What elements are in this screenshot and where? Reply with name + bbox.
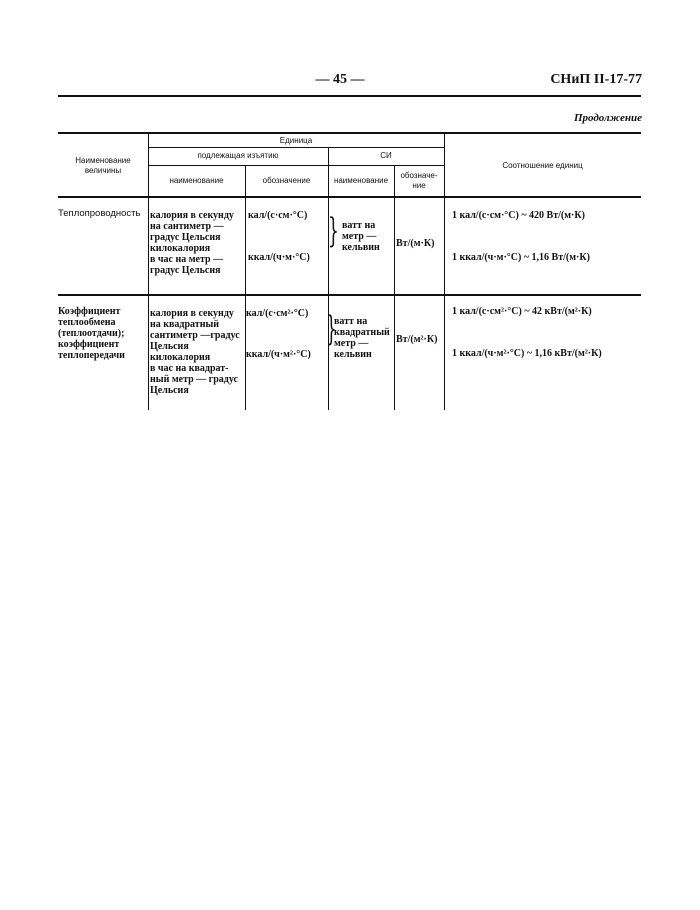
row2-relation-b: 1 ккал/(ч·м²·°С) ~ 1,16 кВт/(м²·К) — [452, 348, 602, 359]
header-si-symbol — [394, 171, 444, 191]
page-number: — 45 — — [315, 72, 365, 87]
header-si-symbol-line: ние — [412, 181, 426, 190]
unit-name-line: килокалория — [150, 352, 211, 363]
unit-name-line: на квадратный — [150, 319, 220, 330]
si-name-line: метр — — [342, 231, 377, 242]
header-rule-unit — [148, 147, 444, 148]
row2-symbol-a: кал/(с·см²·°С) — [246, 308, 309, 319]
si-name-line: ватт на — [334, 316, 368, 327]
unit-name-line: килокалория — [150, 243, 211, 254]
document-code: СНиП II-17-77 — [550, 72, 642, 87]
header-si: СИ — [380, 151, 392, 160]
header-bottom-rule — [58, 196, 641, 198]
unit-name-line: Цельсия — [150, 341, 189, 352]
continuation-label: Продолжение — [573, 112, 642, 124]
header-quantity-name — [58, 156, 148, 176]
row1-relation-a: 1 кал/(с·см·°С) ~ 420 Вт/(м·К) — [452, 210, 585, 221]
unit-name-line: в час на метр — — [150, 254, 224, 265]
col-divider-5 — [444, 133, 445, 410]
header-to-withdraw: подлежащая изъятию — [197, 151, 279, 160]
header-name: наименование — [169, 176, 224, 185]
row2-quantity — [58, 306, 148, 361]
row1-si-name — [342, 220, 394, 253]
row1-symbol-a: кал/(с·см·°С) — [248, 210, 308, 221]
row1-symbol-b: ккал/(ч·м·°С) — [248, 252, 310, 263]
header-quantity-name-line: Наименование — [75, 156, 131, 165]
header-si-name: наименование — [333, 176, 389, 185]
unit-name-line: калория в секунду — [150, 210, 234, 221]
row2-si-symbol: Вт/(м²·К) — [396, 334, 438, 345]
unit-name-line: калория в секунду — [150, 308, 234, 319]
header-si-symbol-line: обозначе- — [400, 171, 438, 180]
header-unit: Единица — [279, 136, 313, 145]
si-name-line: квадратный — [334, 327, 390, 338]
quantity-line: теплообмена — [58, 317, 116, 328]
row1-brace: } — [328, 211, 339, 251]
col-divider-1 — [148, 133, 149, 410]
unit-name-line: на сантиметр — — [150, 221, 224, 232]
row1-quantity — [58, 208, 148, 219]
si-name-line: кельвин — [334, 349, 372, 360]
unit-name-line: Цельсия — [150, 385, 189, 396]
unit-name-line: градус Цельсия — [150, 232, 221, 243]
quantity-line: Теплопроводность — [58, 208, 141, 219]
col-divider-2 — [245, 165, 246, 410]
quantity-line: коэффициент — [58, 339, 120, 350]
row1-si-symbol: Вт/(м·К) — [396, 238, 435, 249]
col-divider-3 — [328, 147, 329, 410]
col-divider-4 — [394, 165, 395, 410]
row1-relation-b: 1 ккал/(ч·м·°С) ~ 1,16 Вт/(м·К) — [452, 252, 590, 263]
quantity-line: Коэффициент — [58, 306, 121, 317]
si-name-line: ватт на — [342, 220, 376, 231]
header-rule-sub — [148, 165, 444, 166]
header-relation: Соотношение единиц — [502, 161, 583, 170]
quantity-line: (теплоотдачи); — [58, 328, 125, 339]
row2-unit-names — [150, 308, 245, 396]
unit-name-line: в час на квадрат- — [150, 363, 229, 374]
si-name-line: метр — — [334, 338, 369, 349]
unit-name-line: градус Цельсия — [150, 265, 221, 276]
row2-si-name — [334, 316, 394, 360]
unit-name-line: сантиметр —градус — [150, 330, 240, 341]
row-separator — [58, 294, 641, 296]
row2-relation-a: 1 кал/(с·см²·°С) ~ 42 кВт/(м²·К) — [452, 306, 592, 317]
row2-brace: } — [326, 309, 337, 349]
header-quantity-name-line: величины — [84, 166, 122, 175]
header-rule — [58, 95, 641, 97]
unit-name-line: ный метр — градус — [150, 374, 238, 385]
header-symbol: обозначение — [262, 176, 311, 185]
row1-unit-names — [150, 210, 245, 276]
si-name-line: кельвин — [342, 242, 380, 253]
row2-symbol-b: ккал/(ч·м²·°С) — [246, 349, 311, 360]
table-top-rule — [58, 132, 641, 134]
quantity-line: теплопередачи — [58, 350, 125, 361]
